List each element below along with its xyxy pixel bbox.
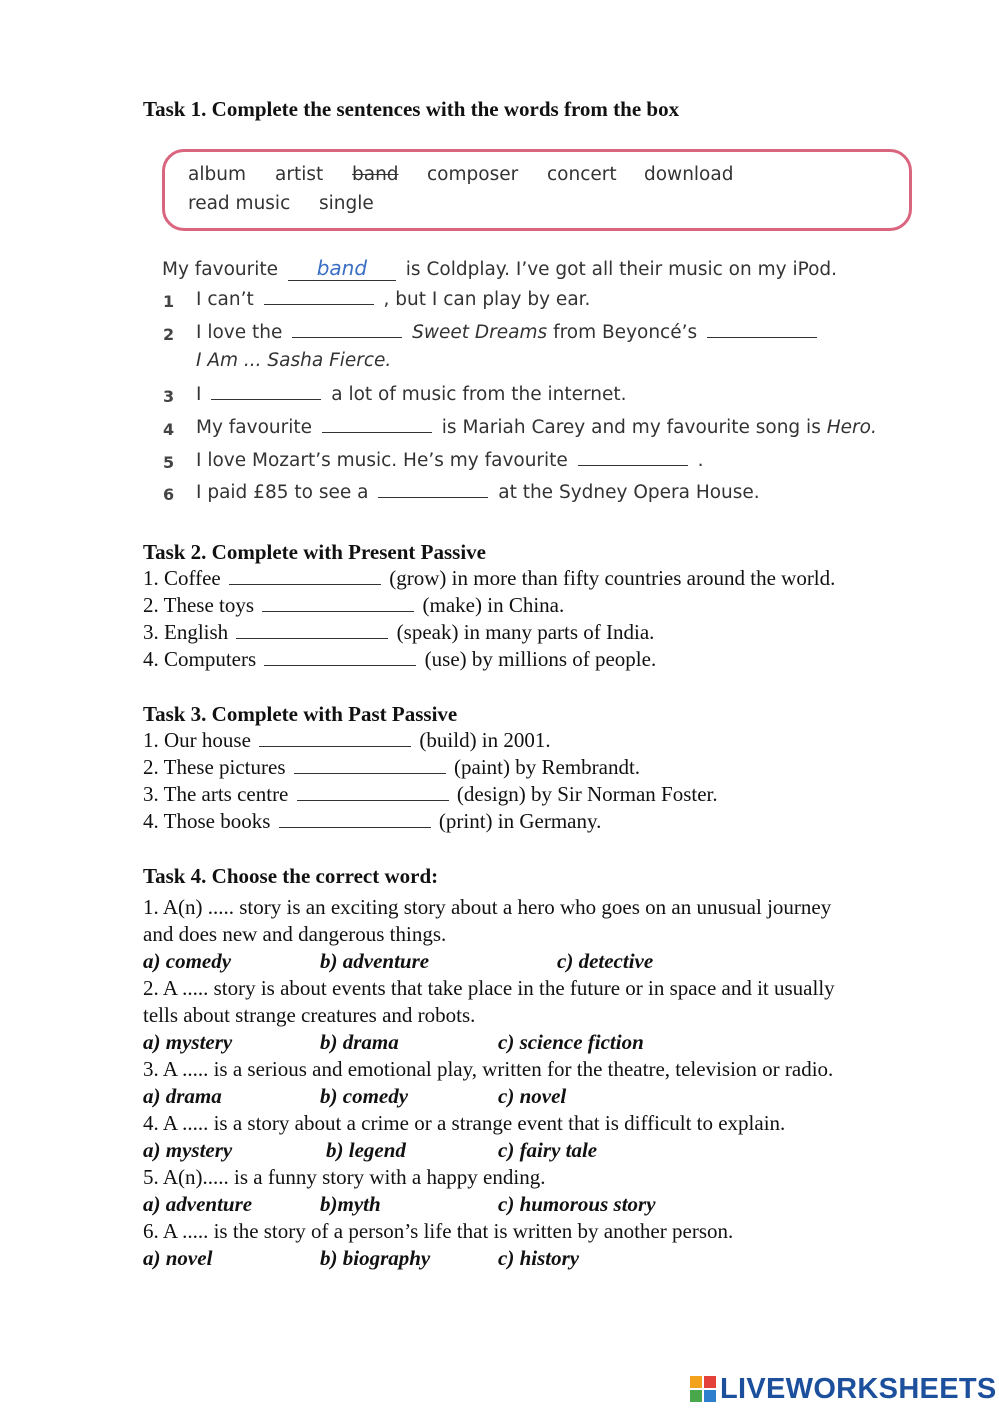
task2-item-4 <box>143 647 656 672</box>
task1-item-6 <box>196 481 760 503</box>
item-text: (print) in Germany. <box>438 809 602 833</box>
task4-question-2: 2. A ..... story is about events that take place in the future or in space and it usually <box>143 976 835 1000</box>
option-b[interactable]: b) drama <box>320 1030 399 1054</box>
item-text: I <box>196 384 202 405</box>
answer-blank[interactable] <box>259 730 411 747</box>
item-text: 1. Our house <box>143 728 251 752</box>
item-text: 4. Computers <box>143 647 257 671</box>
box-word-download: download <box>644 164 734 185</box>
option-b[interactable]: b)myth <box>320 1192 381 1216</box>
item-text: , but I can play by ear. <box>383 289 591 310</box>
item-text: (build) in 2001. <box>419 728 551 752</box>
item-text: 2. These pictures <box>143 755 286 779</box>
task1-item-2 <box>196 321 817 343</box>
item-text: (speak) in many parts of India. <box>396 620 655 644</box>
item-text: 4. Those books <box>143 809 271 833</box>
task4-question-4: 4. A ..... is a story about a crime or a strange event that is difficult to explain. <box>143 1111 786 1135</box>
task3-item-1 <box>143 728 551 753</box>
answer-blank[interactable] <box>378 481 488 498</box>
answer-blank[interactable] <box>707 321 817 338</box>
box-word-artist: artist <box>275 164 324 185</box>
task3-item-4 <box>143 809 601 834</box>
task4-question-2-line2: tells about strange creatures and robots. <box>143 1003 476 1027</box>
word-box <box>162 149 912 231</box>
task3-title: Task 3. Complete with Past Passive <box>143 702 458 726</box>
answer-blank[interactable] <box>264 288 374 305</box>
task1-item-number: 5 <box>163 453 175 472</box>
task3-item-2 <box>143 755 640 780</box>
item-text: I paid £85 to see a <box>196 482 369 503</box>
item-text: (design) by Sir Norman Foster. <box>456 782 718 806</box>
item-text: . <box>697 450 704 471</box>
answer-blank[interactable] <box>229 568 381 585</box>
task1-example <box>162 256 837 281</box>
answer-blank[interactable] <box>294 757 446 774</box>
option-a[interactable]: a) adventure <box>143 1192 253 1216</box>
task1-title: Task 1. Complete the sentences with the words from the box <box>143 97 680 121</box>
item-text: Sweet Dreams <box>412 322 548 343</box>
box-word-composer: composer <box>427 164 519 185</box>
item-text: I can’t <box>196 289 254 310</box>
example-pre: My favourite <box>162 259 279 280</box>
option-a[interactable]: a) mystery <box>143 1138 233 1162</box>
task4-question-3: 3. A ..... is a serious and emotional play, written for the theatre, television or radio. <box>143 1057 834 1081</box>
answer-blank[interactable] <box>578 449 688 466</box>
logo-text: LIVEWORKSHEETS <box>720 1372 997 1405</box>
task1-item-3 <box>196 383 627 405</box>
task2-item-3 <box>143 620 654 645</box>
option-a[interactable]: a) drama <box>143 1084 222 1108</box>
answer-blank[interactable] <box>292 321 402 338</box>
task2-title: Task 2. Complete with Present Passive <box>143 540 486 564</box>
example-post: is Coldplay. I’ve got all their music on my iPod. <box>405 259 838 280</box>
answer-blank[interactable] <box>322 416 432 433</box>
answer-blank[interactable] <box>211 383 321 400</box>
option-b[interactable]: b) legend <box>326 1138 406 1162</box>
option-c[interactable]: c) science fiction <box>498 1030 644 1054</box>
answer-blank[interactable] <box>297 784 449 801</box>
option-a[interactable]: a) novel <box>143 1246 213 1270</box>
item-text: 3. English <box>143 620 229 644</box>
item-text: is Mariah Carey and my favourite song is <box>441 417 821 438</box>
task1-item-2-line2: I Am ... Sasha Fierce. <box>196 350 392 371</box>
item-text: at the Sydney Opera House. <box>498 482 760 503</box>
liveworksheets-logo[interactable] <box>690 1374 997 1404</box>
option-c[interactable]: c) history <box>498 1246 580 1270</box>
item-text: (grow) in more than fifty countries around the world. <box>389 566 836 590</box>
item-text: My favourite <box>196 417 313 438</box>
option-c[interactable]: c) humorous story <box>498 1192 656 1216</box>
option-b[interactable]: b) comedy <box>320 1084 409 1108</box>
example-answer-blank <box>288 256 396 281</box>
option-b[interactable]: b) biography <box>320 1246 431 1270</box>
task4-question-6: 6. A ..... is the story of a person’s life that is written by another person. <box>143 1219 734 1243</box>
task1-item-number: 6 <box>163 485 175 504</box>
task2-item-1 <box>143 566 835 591</box>
item-text: 3. The arts centre <box>143 782 289 806</box>
item-text: a lot of music from the internet. <box>331 384 627 405</box>
task1-item-number: 3 <box>163 387 175 406</box>
item-text: I love Mozart’s music. He’s my favourite <box>196 450 568 471</box>
task1-item-number: 1 <box>163 292 175 311</box>
task4-title: Task 4. Choose the correct word: <box>143 864 439 888</box>
box-word-read-music: read music <box>188 193 291 214</box>
task4-question-1-line2: and does new and dangerous things. <box>143 922 447 946</box>
box-word-single: single <box>319 193 374 214</box>
option-c[interactable]: c) novel <box>498 1084 567 1108</box>
box-word-concert: concert <box>547 164 617 185</box>
option-c[interactable]: c) detective <box>557 949 654 973</box>
item-text: (paint) by Rembrandt. <box>454 755 641 779</box>
item-text: (use) by millions of people. <box>424 647 657 671</box>
option-b[interactable]: b) adventure <box>320 949 430 973</box>
example-answer: band <box>316 256 368 280</box>
logo-mark-icon <box>690 1376 716 1402</box>
task2-item-2 <box>143 593 564 618</box>
option-a[interactable]: a) comedy <box>143 949 232 973</box>
item-text: 2. These toys <box>143 593 255 617</box>
task3-item-3 <box>143 782 718 807</box>
item-text: I love the <box>196 322 283 343</box>
answer-blank[interactable] <box>236 622 388 639</box>
task4-question-5: 5. A(n)..... is a funny story with a happy ending. <box>143 1165 546 1189</box>
item-text: from Beyoncé’s <box>553 322 698 343</box>
answer-blank[interactable] <box>279 811 431 828</box>
task1-item-4 <box>196 416 877 438</box>
option-c[interactable]: c) fairy tale <box>498 1138 598 1162</box>
task1-item-number: 4 <box>163 420 175 439</box>
answer-blank[interactable] <box>264 649 416 666</box>
task4-question-1: 1. A(n) ..... story is an exciting story about a hero who goes on an unusual journey <box>143 895 832 919</box>
task1-item-1 <box>196 288 590 310</box>
task1-item-5 <box>196 449 704 471</box>
box-word-band: band <box>352 164 399 185</box>
item-text: (make) in China. <box>422 593 565 617</box>
answer-blank[interactable] <box>262 595 414 612</box>
item-text: 1. Coffee <box>143 566 221 590</box>
item-text: Hero. <box>826 417 877 438</box>
box-word-album: album <box>188 164 246 185</box>
option-a[interactable]: a) mystery <box>143 1030 233 1054</box>
task1-item-number: 2 <box>163 325 175 344</box>
